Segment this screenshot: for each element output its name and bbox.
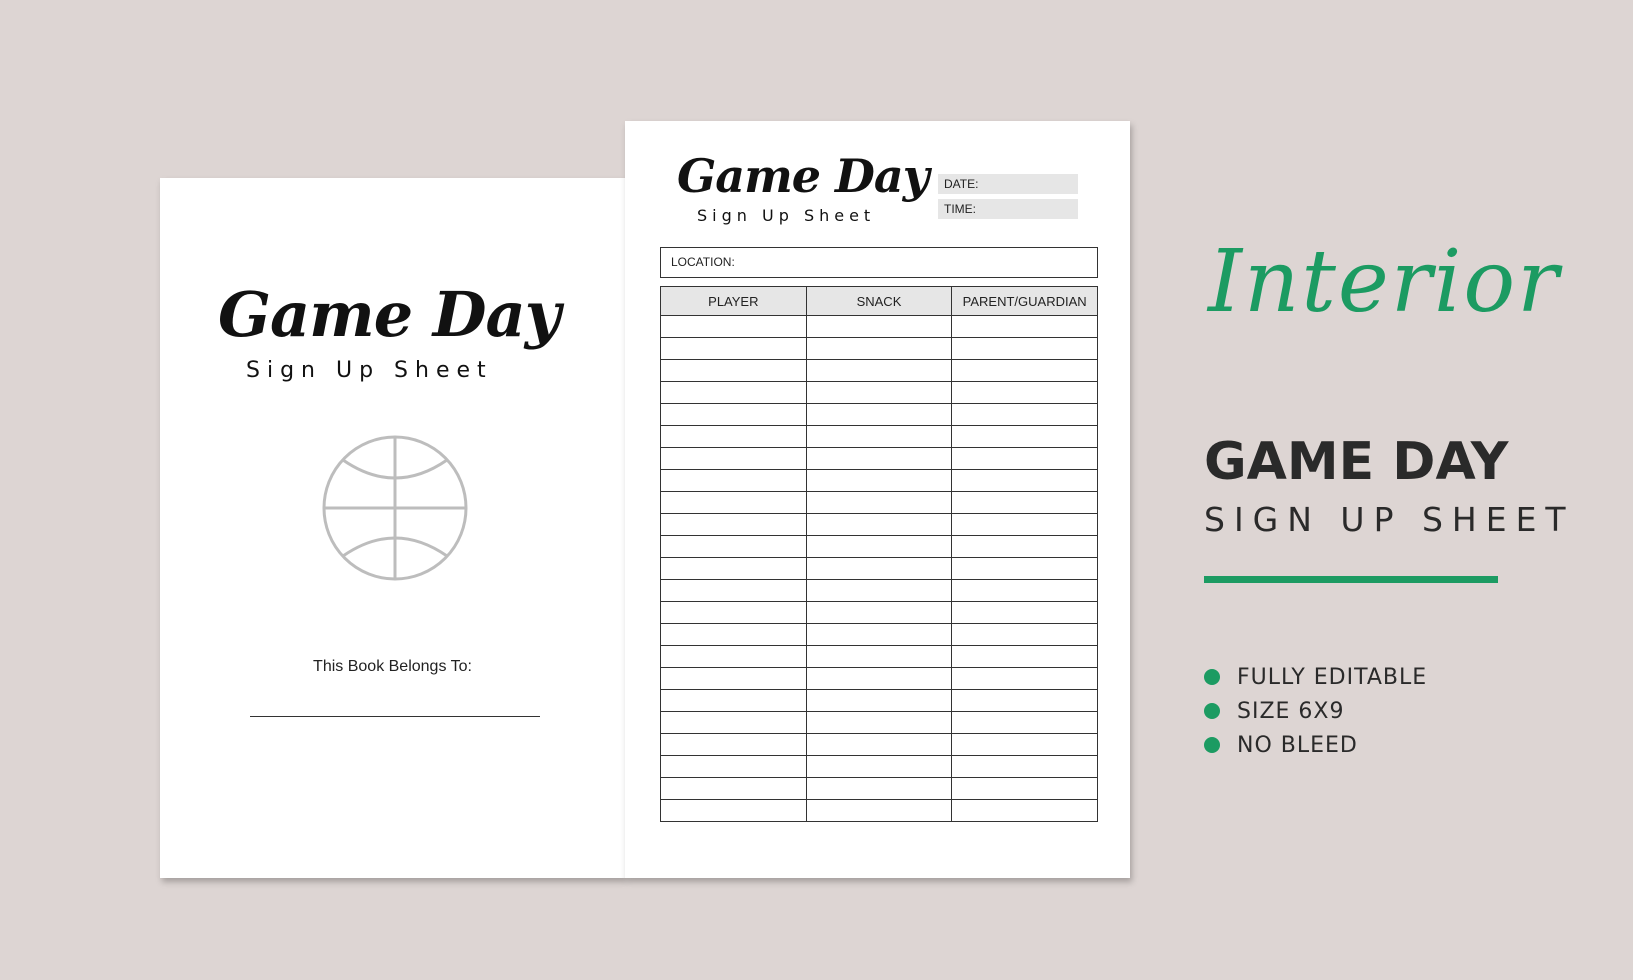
table-row: [661, 602, 1098, 624]
player-cell[interactable]: [661, 580, 807, 602]
table-row: [661, 338, 1098, 360]
snack-cell[interactable]: [806, 778, 952, 800]
table-row: [661, 382, 1098, 404]
parent-guardian-cell[interactable]: [952, 316, 1098, 338]
snack-cell[interactable]: [806, 712, 952, 734]
bullet-icon: [1204, 737, 1220, 753]
player-cell[interactable]: [661, 382, 807, 404]
player-cell[interactable]: [661, 646, 807, 668]
snack-cell[interactable]: [806, 800, 952, 822]
table-row: [661, 646, 1098, 668]
table-row: [661, 558, 1098, 580]
parent-guardian-cell[interactable]: [952, 690, 1098, 712]
snack-cell[interactable]: [806, 558, 952, 580]
cover-title: Game Day: [218, 278, 560, 351]
table-row: [661, 360, 1098, 382]
cover-page: [160, 178, 625, 878]
table-header-row: [661, 287, 1098, 316]
info-title: GAME DAY: [1204, 432, 1509, 492]
player-cell[interactable]: [661, 624, 807, 646]
player-cell[interactable]: [661, 778, 807, 800]
column-header-snack: SNACK: [806, 287, 952, 316]
snack-cell[interactable]: [806, 624, 952, 646]
snack-cell[interactable]: [806, 404, 952, 426]
parent-guardian-cell[interactable]: [952, 756, 1098, 778]
feature-item: [1204, 694, 1427, 728]
column-header-parent-guardian: PARENT/GUARDIAN: [952, 287, 1098, 316]
feature-item: [1204, 660, 1427, 694]
player-cell[interactable]: [661, 448, 807, 470]
snack-cell[interactable]: [806, 426, 952, 448]
location-field[interactable]: LOCATION:: [660, 247, 1098, 278]
table-row: [661, 404, 1098, 426]
parent-guardian-cell[interactable]: [952, 514, 1098, 536]
parent-guardian-cell[interactable]: [952, 382, 1098, 404]
player-cell[interactable]: [661, 360, 807, 382]
table-row: [661, 756, 1098, 778]
snack-cell[interactable]: [806, 602, 952, 624]
snack-cell[interactable]: [806, 646, 952, 668]
parent-guardian-cell[interactable]: [952, 624, 1098, 646]
column-header-player: PLAYER: [661, 287, 807, 316]
parent-guardian-cell[interactable]: [952, 360, 1098, 382]
player-cell[interactable]: [661, 514, 807, 536]
table-row: [661, 492, 1098, 514]
snack-cell[interactable]: [806, 536, 952, 558]
snack-cell[interactable]: [806, 514, 952, 536]
parent-guardian-cell[interactable]: [952, 558, 1098, 580]
snack-cell[interactable]: [806, 382, 952, 404]
player-cell[interactable]: [661, 492, 807, 514]
snack-cell[interactable]: [806, 492, 952, 514]
parent-guardian-cell[interactable]: [952, 602, 1098, 624]
bullet-icon: [1204, 669, 1220, 685]
table-row: [661, 514, 1098, 536]
snack-cell[interactable]: [806, 470, 952, 492]
feature-text: FULLY EDITABLE: [1237, 664, 1428, 690]
parent-guardian-cell[interactable]: [952, 734, 1098, 756]
parent-guardian-cell[interactable]: [952, 338, 1098, 360]
sheet-subtitle: Sign Up Sheet: [697, 206, 876, 225]
parent-guardian-cell[interactable]: [952, 492, 1098, 514]
interior-label: Interior: [1208, 232, 1561, 332]
table-row: [661, 316, 1098, 338]
parent-guardian-cell[interactable]: [952, 778, 1098, 800]
parent-guardian-cell[interactable]: [952, 668, 1098, 690]
basketball-icon: [321, 434, 469, 582]
table-row: [661, 712, 1098, 734]
feature-list: [1204, 660, 1427, 762]
signup-table-body: [661, 316, 1098, 822]
table-row: [661, 800, 1098, 822]
feature-text: NO BLEED: [1237, 732, 1358, 758]
snack-cell[interactable]: [806, 338, 952, 360]
player-cell[interactable]: [661, 426, 807, 448]
parent-guardian-cell[interactable]: [952, 470, 1098, 492]
player-cell[interactable]: [661, 712, 807, 734]
player-cell[interactable]: [661, 668, 807, 690]
snack-cell[interactable]: [806, 448, 952, 470]
snack-cell[interactable]: [806, 316, 952, 338]
snack-cell[interactable]: [806, 734, 952, 756]
table-row: [661, 426, 1098, 448]
player-cell[interactable]: [661, 800, 807, 822]
player-cell[interactable]: [661, 734, 807, 756]
info-subtitle: SIGN UP SHEET: [1204, 500, 1575, 539]
table-row: [661, 624, 1098, 646]
belongs-to-label: This Book Belongs To:: [313, 658, 472, 675]
player-cell[interactable]: [661, 558, 807, 580]
parent-guardian-cell[interactable]: [952, 580, 1098, 602]
parent-guardian-cell[interactable]: [952, 646, 1098, 668]
snack-cell[interactable]: [806, 756, 952, 778]
parent-guardian-cell[interactable]: [952, 800, 1098, 822]
accent-divider: [1204, 576, 1498, 583]
table-row: [661, 668, 1098, 690]
sheet-page: [625, 121, 1130, 878]
player-cell[interactable]: [661, 316, 807, 338]
player-cell[interactable]: [661, 690, 807, 712]
table-row: [661, 536, 1098, 558]
player-cell[interactable]: [661, 536, 807, 558]
snack-cell[interactable]: [806, 690, 952, 712]
snack-cell[interactable]: [806, 360, 952, 382]
sheet-title: Game Day: [677, 149, 929, 203]
feature-text: SIZE 6X9: [1237, 698, 1345, 724]
player-cell[interactable]: [661, 756, 807, 778]
table-row: [661, 580, 1098, 602]
parent-guardian-cell[interactable]: [952, 712, 1098, 734]
snack-cell[interactable]: [806, 580, 952, 602]
parent-guardian-cell[interactable]: [952, 536, 1098, 558]
bullet-icon: [1204, 703, 1220, 719]
player-cell[interactable]: [661, 470, 807, 492]
table-row: [661, 448, 1098, 470]
owner-name-line[interactable]: [250, 716, 540, 717]
table-row: [661, 734, 1098, 756]
table-row: [661, 778, 1098, 800]
cover-subtitle: Sign Up Sheet: [246, 358, 493, 383]
parent-guardian-cell[interactable]: [952, 404, 1098, 426]
snack-cell[interactable]: [806, 668, 952, 690]
time-field[interactable]: TIME:: [938, 199, 1078, 219]
player-cell[interactable]: [661, 404, 807, 426]
signup-table: [660, 286, 1098, 822]
table-row: [661, 470, 1098, 492]
parent-guardian-cell[interactable]: [952, 426, 1098, 448]
feature-item: [1204, 728, 1427, 762]
player-cell[interactable]: [661, 602, 807, 624]
table-row: [661, 690, 1098, 712]
player-cell[interactable]: [661, 338, 807, 360]
parent-guardian-cell[interactable]: [952, 448, 1098, 470]
date-field[interactable]: DATE:: [938, 174, 1078, 194]
